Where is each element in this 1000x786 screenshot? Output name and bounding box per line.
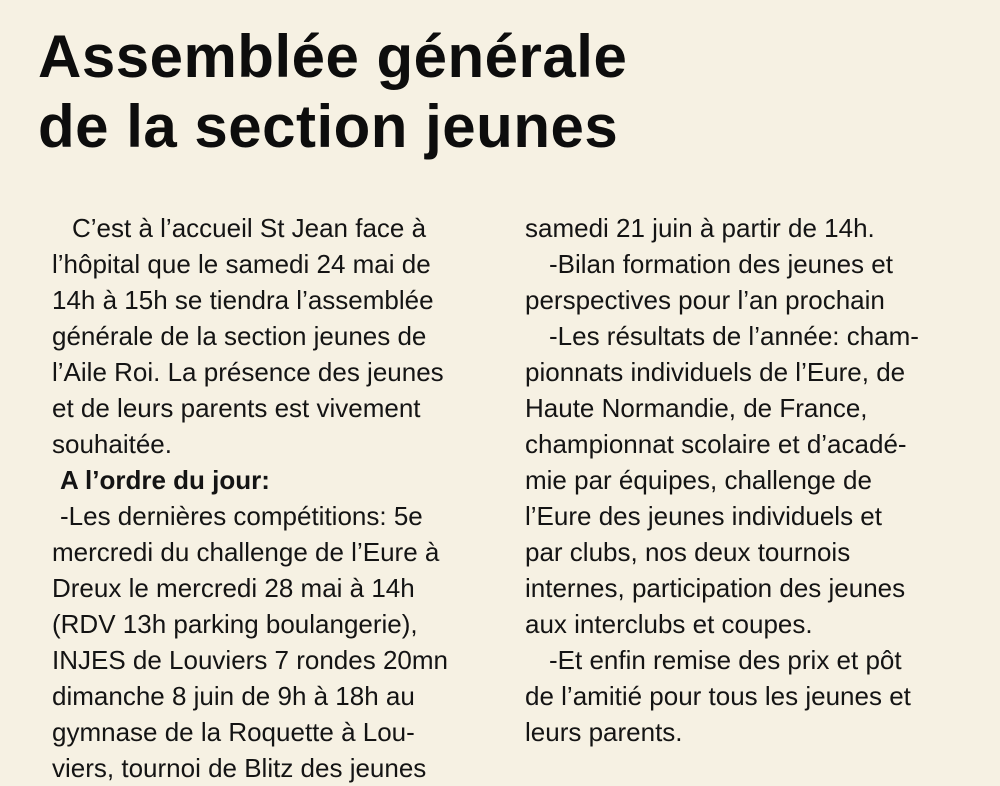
text-line: -Et enfin remise des prix et pôt xyxy=(549,645,902,675)
text-line: aux interclubs et coupes. xyxy=(525,609,813,639)
text-line: (RDV 13h parking boulangerie), xyxy=(52,609,418,639)
text-line: perspectives pour l’an prochain xyxy=(525,285,885,315)
text-line: générale de la section jeunes de xyxy=(52,321,427,351)
text-line: samedi 21 juin à partir de 14h. xyxy=(525,213,875,243)
text-line: -Les résultats de l’année: cham- xyxy=(549,321,919,351)
text-line: C’est à l’accueil St Jean face à xyxy=(72,213,427,243)
text-line: par clubs, nos deux tournois xyxy=(525,537,851,567)
agenda-heading: A l’ordre du jour: xyxy=(60,465,270,495)
text-line: viers, tournoi de Blitz des jeunes xyxy=(52,753,427,783)
text-line: et de leurs parents est vivement xyxy=(52,393,421,423)
text-line: de l’amitié pour tous les jeunes et xyxy=(525,681,911,711)
text-line: l’hôpital que le samedi 24 mai de xyxy=(52,249,431,279)
headline-line-1: Assemblée générale xyxy=(38,23,628,90)
text-line: internes, participation des jeunes xyxy=(525,573,906,603)
text-line: pionnats individuels de l’Eure, de xyxy=(525,357,906,387)
text-line: Dreux le mercredi 28 mai à 14h xyxy=(52,573,415,603)
text-line: mie par équipes, challenge de xyxy=(525,465,872,495)
text-line: 14h à 15h se tiendra l’assemblée xyxy=(52,285,434,315)
text-line: -Bilan formation des jeunes et xyxy=(549,249,893,279)
text-line: Haute Normandie, de France, xyxy=(525,393,868,423)
text-line: souhaitée. xyxy=(52,429,172,459)
text-line: gymnase de la Roquette à Lou- xyxy=(52,717,415,747)
text-line: INJES de Louviers 7 rondes 20mn xyxy=(52,645,448,675)
text-line: leurs parents. xyxy=(525,717,683,747)
text-line: l’Eure des jeunes individuels et xyxy=(525,501,882,531)
headline-line-2: de la section jeunes xyxy=(38,93,619,160)
text-line: championnat scolaire et d’acadé- xyxy=(525,429,907,459)
text-line: dimanche 8 juin de 9h à 18h au xyxy=(52,681,415,711)
left-text-column xyxy=(52,210,484,786)
text-line: mercredi du challenge de l’Eure à xyxy=(52,537,440,567)
text-line: l’Aile Roi. La présence des jeunes xyxy=(52,357,444,387)
right-text-column xyxy=(525,210,971,750)
text-line: -Les dernières compétitions: 5e xyxy=(60,501,423,531)
article-headline xyxy=(38,22,627,162)
